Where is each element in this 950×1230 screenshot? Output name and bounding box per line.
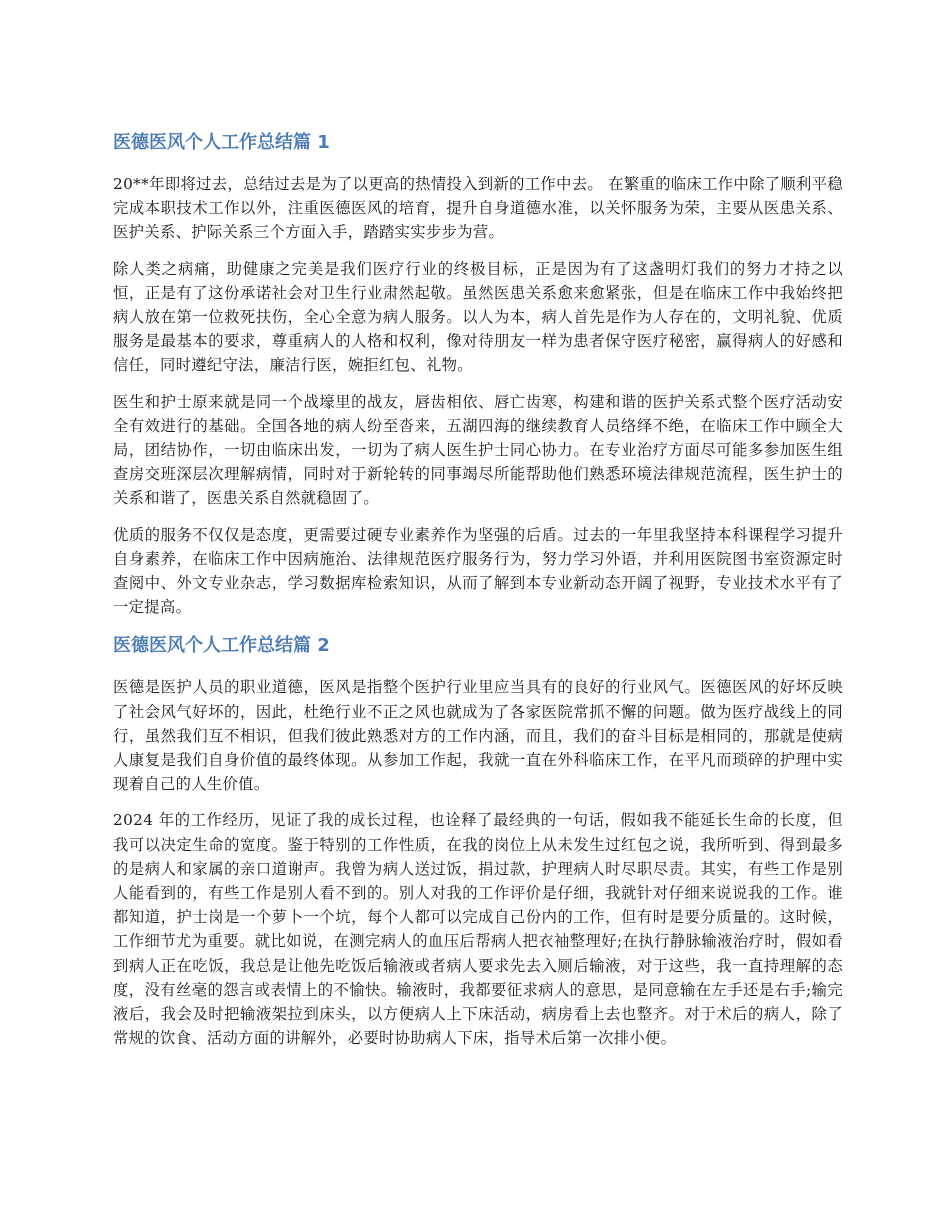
paragraph: 20**年即将过去，总结过去是为了以更高的热情投入到新的工作中去。 在繁重的临床工作中除了顺利平稳完成本职技术工作以外，注重医德医风的培育，提升自身道德水准，以关怀服务为荣，主要从医患关系、医护关系、护际关系三个方面入手，踏踏实实步步为营。 [113,175,843,242]
section-2 [113,633,843,1050]
section-1 [113,130,843,619]
document-page [113,120,843,1063]
paragraph: 优质的服务不仅仅是态度，更需要过硬专业素养作为坚强的后盾。过去的一年里我坚持本科课程学习提升自身素养，在临床工作中因病施治、法律规范医疗服务行为，努力学习外语，并利用医院图书室资源定时查阅中、外文专业杂志，学习数据库检索知识，从而了解到本专业新动态开阔了视野，专业技术水平有了一定提高。 [113,525,843,617]
section-heading: 医德医风个人工作总结篇 1 [113,132,330,153]
paragraph: 除人类之病痛，助健康之完美是我们医疗行业的终极目标，正是因为有了这盏明灯我们的努力才持之以恒，正是有了这份承诺社会对卫生行业肃然起敬。虽然医患关系愈来愈紧张，但是在临床工作中我始终把病人放在第一位救死扶伤，全心全意为病人服务。以人为本，病人首先是作为人存在的，文明礼貌、优质服务是最基本的要求，尊重病人的人格和权利，像对待朋友一样为患者保守医疗秘密，赢得病人的好感和信任，同时遵纪守法，廉洁行医，婉拒红包、礼物。 [113,259,843,375]
paragraph: 医生和护士原来就是同一个战壕里的战友，唇齿相依、唇亡齿寒，构建和谐的医护关系式整个医疗活动安全有效进行的基础。全国各地的病人纷至沓来，五湖四海的继续教育人员络绎不绝，在临床工作中顾全大局，团结协作，一切由临床出发，一切为了病人医生护士同心协力。在专业治疗方面尽可能多参加医生组查房交班深层次理解病情，同时对于新轮转的同事竭尽所能帮助他们熟悉环境法律规范流程，医生护士的关系和谐了，医患关系自然就稳固了。 [113,392,843,508]
paragraph: 2024 年的工作经历，见证了我的成长过程，也诠释了最经典的一句话，假如我不能延长生命的长度，但我可以决定生命的宽度。鉴于特别的工作性质，在我的岗位上从未发生过红包之说，我所听到、得到最多的是病人和家属的亲口道谢声。我曾为病人送过饭，捐过款，护理病人时尽职尽责。其实，有些工作是别人能看到的，有些工作是别人看不到的。别人对我的工作评价是仔细，我就针对仔细来说说我的工作。谁都知道，护士岗是一个萝卜一个坑，每个人都可以完成自己份内的工作，但有时是要分质量的。这时候，工作细节尤为重要。就比如说，在测完病人的血压后帮病人把衣袖整理好;在执行静脉输液治疗时，假如看到病人正在吃饭，我总是让他先吃饭后输液或者病人要求先去入厕后输液，对于这些，我一直持理解的态度，没有丝毫的怨言或表情上的不愉快。输液时，我都要征求病人的意思，是同意输在左手还是右手;输完液后，我会及时把输液架拉到床头，以方便病人上下床活动，病房看上去也整齐。对于术后的病人，除了常规的饮食、活动方面的讲解外，必要时协助病人下床，指导术后第一次排小便。 [113,811,843,1048]
section-heading: 医德医风个人工作总结篇 2 [113,635,330,657]
paragraph: 医德是医护人员的职业道德，医风是指整个医护行业里应当具有的良好的行业风气。医德医风的好坏反映了社会风气好坏的，因此，杜绝行业不正之风也就成为了各家医院常抓不懈的问题。做为医疗战线上的同行，虽然我们互不相识，但我们彼此熟悉对方的工作内涵，而且，我们的奋斗目标是相同的，那就是使病人康复是我们自身价值的最终体现。从参加工作起，我就一直在外科临床工作，在平凡而琐碎的护理中实现着自己的人生价值。 [113,678,843,794]
